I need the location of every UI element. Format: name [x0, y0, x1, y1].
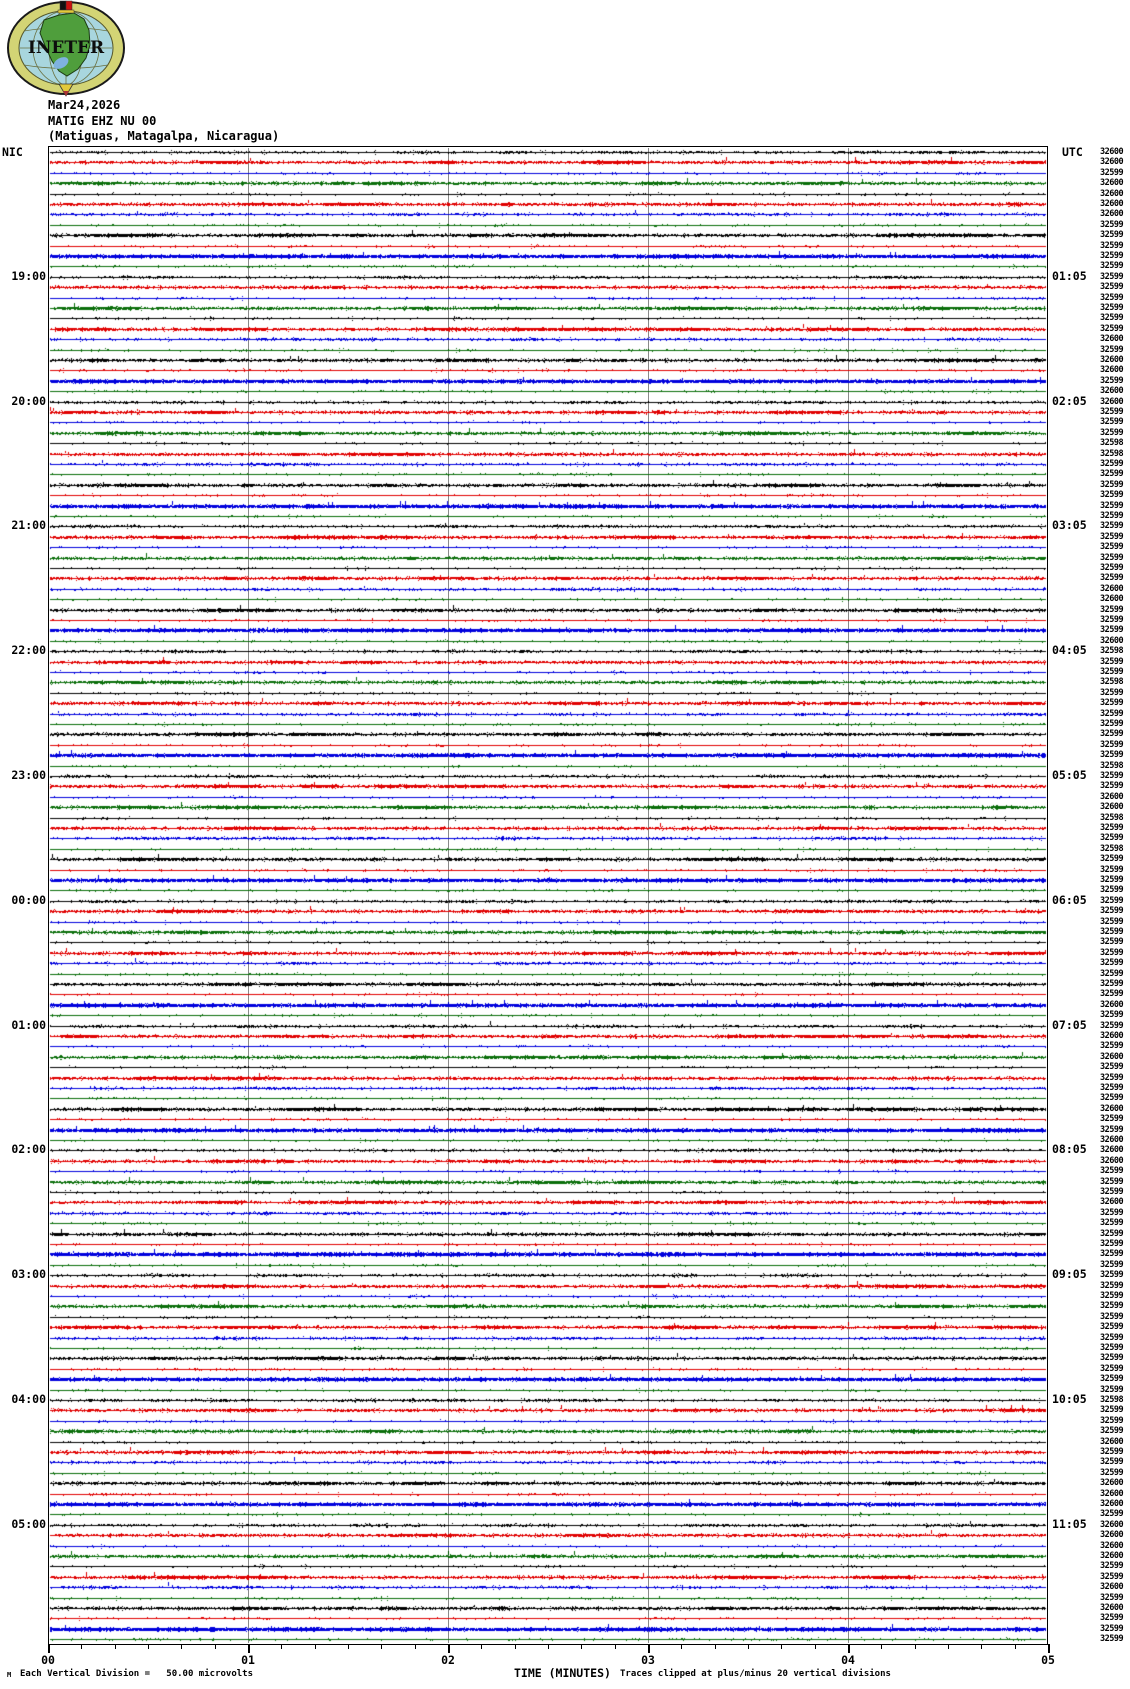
- x-major-tick: [1048, 1644, 1050, 1653]
- trace-mean-value: 32599: [1100, 823, 1124, 833]
- trace-mean-value: 32598: [1100, 1395, 1124, 1405]
- local-hour-label: 00:00: [11, 893, 46, 907]
- trace-mean-value: 32600: [1100, 386, 1124, 396]
- trace-mean-value: 32600: [1100, 1530, 1124, 1540]
- utc-hour-label: 04:05: [1052, 643, 1087, 657]
- trace-mean-value: 32600: [1100, 147, 1124, 157]
- trace-mean-value: 32599: [1100, 469, 1124, 479]
- trace-mean-value: 32599: [1100, 1270, 1124, 1280]
- trace-mean-value: 32599: [1100, 1447, 1124, 1457]
- trace-mean-value: 32599: [1100, 615, 1124, 625]
- trace-mean-value: 32600: [1100, 1135, 1124, 1145]
- trace-mean-value: 32599: [1100, 729, 1124, 739]
- x-major-tick: [48, 1644, 50, 1653]
- trace-mean-value: 32599: [1100, 293, 1124, 303]
- trace-mean-value: 32599: [1100, 1021, 1124, 1031]
- trace-mean-value: 32599: [1100, 906, 1124, 916]
- trace-mean-value: 32599: [1100, 1312, 1124, 1322]
- x-minor-tick: [281, 1644, 282, 1649]
- trace-mean-value: 32599: [1100, 948, 1124, 958]
- trace-mean-value: 32599: [1100, 563, 1124, 573]
- trace-mean-value: 32599: [1100, 1291, 1124, 1301]
- trace-mean-value: 32599: [1100, 688, 1124, 698]
- x-minor-tick: [415, 1644, 416, 1649]
- trace-mean-value: 32600: [1100, 209, 1124, 219]
- trace-mean-value: 32599: [1100, 1353, 1124, 1363]
- trace-mean-value: 32599: [1100, 553, 1124, 563]
- local-hour-label: 05:00: [11, 1517, 46, 1531]
- trace-mean-value: 32599: [1100, 303, 1124, 313]
- trace-mean-value: 32600: [1100, 199, 1124, 209]
- trace-mean-value: 32599: [1100, 1177, 1124, 1187]
- trace-mean-value: 32598: [1100, 438, 1124, 448]
- local-hour-label: 20:00: [11, 394, 46, 408]
- trace-mean-value: 32599: [1100, 625, 1124, 635]
- trace-mean-value: 32599: [1100, 1593, 1124, 1603]
- trace-mean-value: 32599: [1100, 989, 1124, 999]
- trace-mean-value: 32599: [1100, 698, 1124, 708]
- trace-mean-value: 32600: [1100, 802, 1124, 812]
- trace-mean-value: 32598: [1100, 813, 1124, 823]
- trace-mean-value: 32599: [1100, 1249, 1124, 1259]
- utc-hour-label: 06:05: [1052, 893, 1087, 907]
- trace-mean-value: 32599: [1100, 521, 1124, 531]
- logo-flag-red: [66, 1, 72, 10]
- trace-mean-value: 32599: [1100, 490, 1124, 500]
- trace-mean-value: 32599: [1100, 750, 1124, 760]
- trace-mean-value: 32599: [1100, 1073, 1124, 1083]
- trace-mean-value: 32599: [1100, 1281, 1124, 1291]
- trace-mean-value: 32600: [1100, 365, 1124, 375]
- trace-mean-value: 32599: [1100, 1208, 1124, 1218]
- trace-mean-value: 32599: [1100, 854, 1124, 864]
- header-location: (Matiguas, Matagalpa, Nicaragua): [48, 129, 280, 143]
- x-minor-tick: [1015, 1644, 1016, 1649]
- local-hour-label: 02:00: [11, 1142, 46, 1156]
- x-minor-tick: [581, 1644, 582, 1649]
- trace-mean-value: 32598: [1100, 646, 1124, 656]
- local-hour-label: 22:00: [11, 643, 46, 657]
- trace-mean-value: 32599: [1100, 480, 1124, 490]
- trace-mean-value: 32599: [1100, 459, 1124, 469]
- utc-hour-label: 03:05: [1052, 518, 1087, 532]
- trace-mean-value: 32599: [1100, 511, 1124, 521]
- trace-mean-value: 32599: [1100, 740, 1124, 750]
- trace-mean-value: 32599: [1100, 1322, 1124, 1332]
- trace-mean-value: 32600: [1100, 178, 1124, 188]
- trace-mean-value: 32599: [1100, 979, 1124, 989]
- trace-mean-value: 32599: [1100, 241, 1124, 251]
- trace-mean-value: 32600: [1100, 1603, 1124, 1613]
- x-minor-tick: [681, 1644, 682, 1649]
- trace-mean-value: 32599: [1100, 1093, 1124, 1103]
- trace-mean-value: 32599: [1100, 1613, 1124, 1623]
- x-minor-tick: [315, 1644, 316, 1649]
- trace-mean-value: 32599: [1100, 1125, 1124, 1135]
- trace-mean-value: 32600: [1100, 157, 1124, 167]
- trace-mean-value: 32599: [1100, 407, 1124, 417]
- ineter-logo: [4, 0, 126, 97]
- trace-mean-value: 32598: [1100, 761, 1124, 771]
- trace-mean-value: 32599: [1100, 220, 1124, 230]
- trace-mean-value: 32599: [1100, 1301, 1124, 1311]
- trace-mean-value: 32599: [1100, 1457, 1124, 1467]
- right-axis-header: UTC: [1062, 145, 1083, 159]
- logo-text: INETER: [27, 38, 105, 58]
- trace-mean-value: 32599: [1100, 1385, 1124, 1395]
- x-major-tick: [448, 1644, 450, 1653]
- trace-mean-value: 32599: [1100, 542, 1124, 552]
- logo-flag-base: [58, 10, 74, 13]
- trace-mean-value: 32599: [1100, 1114, 1124, 1124]
- trace-mean-value: 32600: [1100, 1551, 1124, 1561]
- x-minor-tick: [815, 1644, 816, 1649]
- trace-mean-value: 32599: [1100, 833, 1124, 843]
- trace-mean-value: 32600: [1100, 1031, 1124, 1041]
- local-hour-label: 23:00: [11, 768, 46, 782]
- trace-mean-value: 32600: [1100, 584, 1124, 594]
- x-minor-tick: [481, 1644, 482, 1649]
- trace-mean-value: 32599: [1100, 324, 1124, 334]
- trace-mean-value: 32599: [1100, 1416, 1124, 1426]
- trace-mean-value: 32599: [1100, 1166, 1124, 1176]
- trace-mean-value: 32599: [1100, 501, 1124, 511]
- trace-mean-value: 32599: [1100, 896, 1124, 906]
- trace-mean-value: 32600: [1100, 355, 1124, 365]
- x-minor-tick: [781, 1644, 782, 1649]
- trace-mean-value: 32599: [1100, 1218, 1124, 1228]
- trace-mean-value: 32600: [1100, 1156, 1124, 1166]
- x-minor-tick: [181, 1644, 182, 1649]
- trace-mean-value: 32600: [1100, 1197, 1124, 1207]
- x-tick-label: 05: [1041, 1653, 1055, 1667]
- trace-mean-value: 32599: [1100, 1405, 1124, 1415]
- trace-mean-value: 32599: [1100, 1062, 1124, 1072]
- trace-mean-value: 32599: [1100, 1509, 1124, 1519]
- x-minor-tick: [715, 1644, 716, 1649]
- trace-mean-value: 32599: [1100, 781, 1124, 791]
- x-minor-tick: [981, 1644, 982, 1649]
- left-axis-header: NIC: [2, 145, 23, 159]
- trace-mean-value: 32599: [1100, 376, 1124, 386]
- trace-mean-value: 32599: [1100, 230, 1124, 240]
- trace-mean-value: 32599: [1100, 1083, 1124, 1093]
- x-minor-tick: [948, 1644, 949, 1649]
- x-minor-tick: [515, 1644, 516, 1649]
- trace-mean-value: 32599: [1100, 1572, 1124, 1582]
- trace-mean-value: 32599: [1100, 1364, 1124, 1374]
- trace-mean-value: 32599: [1100, 917, 1124, 927]
- utc-hour-label: 08:05: [1052, 1142, 1087, 1156]
- utc-hour-label: 11:05: [1052, 1517, 1087, 1531]
- utc-hour-label: 10:05: [1052, 1392, 1087, 1406]
- x-tick-label: 02: [441, 1653, 455, 1667]
- header-station: MATIG EHZ NU 00: [48, 114, 157, 128]
- x-major-tick: [648, 1644, 650, 1653]
- trace-mean-value: 32599: [1100, 417, 1124, 427]
- trace-mean-value: 32598: [1100, 677, 1124, 687]
- utc-hour-label: 02:05: [1052, 394, 1087, 408]
- trace-mean-value: 32600: [1100, 636, 1124, 646]
- utc-hour-label: 01:05: [1052, 269, 1087, 283]
- trace-mean-value: 32599: [1100, 345, 1124, 355]
- trace-mean-value: 32599: [1100, 261, 1124, 271]
- trace-mean-value: 32599: [1100, 1468, 1124, 1478]
- trace-mean-value: 32599: [1100, 865, 1124, 875]
- trace-mean-value: 32600: [1100, 1541, 1124, 1551]
- trace-mean-value: 32600: [1100, 1582, 1124, 1592]
- trace-mean-value: 32599: [1100, 573, 1124, 583]
- x-minor-tick: [748, 1644, 749, 1649]
- x-major-tick: [248, 1644, 250, 1653]
- utc-hour-label: 05:05: [1052, 768, 1087, 782]
- trace-mean-value: 32600: [1100, 1437, 1124, 1447]
- trace-mean-value: 32600: [1100, 1478, 1124, 1488]
- clip-note: Traces clipped at plus/minus 20 vertical divisions: [620, 1669, 891, 1679]
- x-minor-tick: [81, 1644, 82, 1649]
- x-tick-label: 04: [841, 1653, 855, 1667]
- trace-mean-value: 32599: [1100, 657, 1124, 667]
- x-tick-label: 00: [41, 1653, 55, 1667]
- trace-mean-value: 32599: [1100, 168, 1124, 178]
- trace-mean-value: 32599: [1100, 605, 1124, 615]
- trace-mean-value: 32599: [1100, 1333, 1124, 1343]
- trace-mean-value: 32600: [1100, 1052, 1124, 1062]
- trace-mean-value: 32599: [1100, 282, 1124, 292]
- x-minor-tick: [881, 1644, 882, 1649]
- trace-mean-value: 32599: [1100, 927, 1124, 937]
- local-hour-label: 19:00: [11, 269, 46, 283]
- trace-mean-value: 32599: [1100, 1624, 1124, 1634]
- trace-mean-value: 32599: [1100, 719, 1124, 729]
- trace-mean-value: 32599: [1100, 1426, 1124, 1436]
- trace-mean-value: 32600: [1100, 792, 1124, 802]
- trace-mean-value: 32599: [1100, 709, 1124, 719]
- trace-mean-value: 32599: [1100, 1229, 1124, 1239]
- trace-mean-value: 32599: [1100, 532, 1124, 542]
- trace-mean-value: 32600: [1100, 397, 1124, 407]
- trace-mean-value: 32598: [1100, 449, 1124, 459]
- seismogram-traces: [48, 147, 1048, 1644]
- trace-mean-value: 32599: [1100, 969, 1124, 979]
- trace-mean-value: 32600: [1100, 1520, 1124, 1530]
- x-axis-title: TIME (MINUTES): [514, 1666, 611, 1680]
- trace-mean-value: 32599: [1100, 885, 1124, 895]
- trace-mean-value: 32599: [1100, 1260, 1124, 1270]
- x-minor-tick: [381, 1644, 382, 1649]
- x-tick-label: 01: [241, 1653, 255, 1667]
- trace-mean-value: 32599: [1100, 771, 1124, 781]
- trace-mean-value: 32599: [1100, 1374, 1124, 1384]
- trace-mean-value: 32599: [1100, 251, 1124, 261]
- utc-hour-label: 07:05: [1052, 1018, 1087, 1032]
- division-note: Each Vertical Division = 50.00 microvolts: [20, 1669, 253, 1679]
- trace-mean-value: 32599: [1100, 313, 1124, 323]
- x-minor-tick: [348, 1644, 349, 1649]
- trace-mean-value: 32599: [1100, 937, 1124, 947]
- trace-mean-value: 32599: [1100, 272, 1124, 282]
- trace-mean-value: 32599: [1100, 1343, 1124, 1353]
- local-hour-label: 21:00: [11, 518, 46, 532]
- trace-mean-value: 32599: [1100, 1041, 1124, 1051]
- x-tick-label: 03: [641, 1653, 655, 1667]
- trace-mean-value: 32600: [1100, 334, 1124, 344]
- x-minor-tick: [148, 1644, 149, 1649]
- trace-mean-value: 32599: [1100, 875, 1124, 885]
- trace-mean-value: 32599: [1100, 1239, 1124, 1249]
- header-date: Mar24,2026: [48, 98, 121, 112]
- trace-mean-value: 32599: [1100, 958, 1124, 968]
- x-minor-tick: [915, 1644, 916, 1649]
- trace-mean-value: 32600: [1100, 1499, 1124, 1509]
- trace-mean-value: 32599: [1100, 1634, 1124, 1644]
- x-minor-tick: [215, 1644, 216, 1649]
- logo-flag-black: [60, 1, 66, 10]
- trace-mean-value: 32599: [1100, 1561, 1124, 1571]
- local-hour-label: 03:00: [11, 1267, 46, 1281]
- x-minor-tick: [615, 1644, 616, 1649]
- trace-mean-value: 32599: [1100, 667, 1124, 677]
- trace-mean-value: 32600: [1100, 594, 1124, 604]
- trace-mean-value: 32600: [1100, 1489, 1124, 1499]
- local-hour-label: 04:00: [11, 1392, 46, 1406]
- x-minor-tick: [115, 1644, 116, 1649]
- x-major-tick: [848, 1644, 850, 1653]
- trace-mean-value: 32598: [1100, 844, 1124, 854]
- trace-mean-value: 32599: [1100, 1010, 1124, 1020]
- trace-mean-value: 32600: [1100, 1000, 1124, 1010]
- footer-tiny-mark: M: [7, 1671, 12, 1679]
- trace-mean-value: 32600: [1100, 1145, 1124, 1155]
- trace-mean-value: 32600: [1100, 1104, 1124, 1114]
- utc-hour-label: 09:05: [1052, 1267, 1087, 1281]
- trace-mean-value: 32599: [1100, 1187, 1124, 1197]
- trace-mean-value: 32600: [1100, 189, 1124, 199]
- x-minor-tick: [548, 1644, 549, 1649]
- trace-mean-value: 32599: [1100, 428, 1124, 438]
- local-hour-label: 01:00: [11, 1018, 46, 1032]
